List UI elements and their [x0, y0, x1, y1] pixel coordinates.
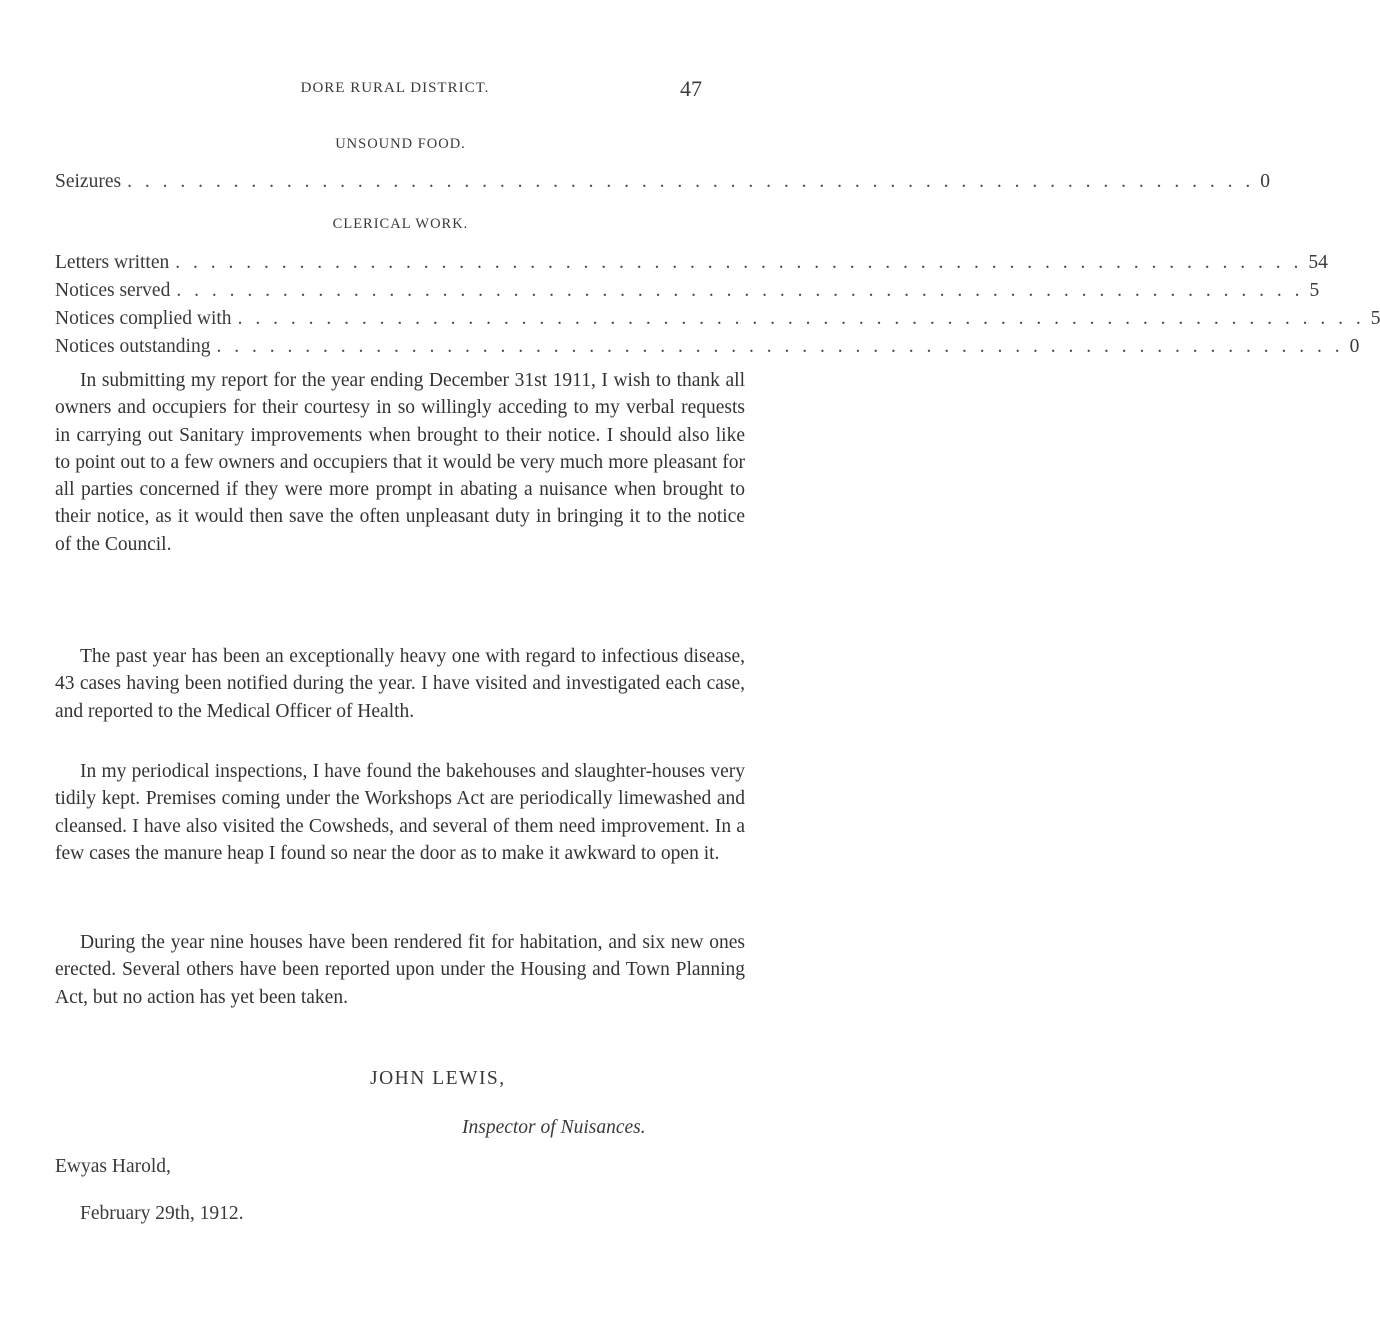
dot-leader: . . . . . . . . . . . . . . . . . . . . . . . . . . . . . . . . . . . . . . . . . . . . . . . . . . . . . . . . . . . . . . . .: [216, 336, 1344, 357]
stat-value: 54: [1308, 252, 1328, 273]
signature-date: February 29th, 1912.: [80, 1203, 244, 1224]
dot-leader: . . . . . . . . . . . . . . . . . . . . . . . . . . . . . . . . . . . . . . . . . . . . . . . . . . . . . . . . . . . . . . . .: [127, 171, 1255, 192]
stat-label: Seizures: [55, 171, 122, 192]
page-number: 47: [680, 76, 702, 101]
paragraph-report-thanks: In submitting my report for the year ending December 31st 1911, I wish to thank all owners and occupiers for their courtesy in so willingly acceding to my verbal requests in carrying out Sanitary improvements when brought to their notice. I should also like to point out to a few owners and occupiers that it would be very much more pleasant for all parties concerned if they were more prompt in abating a nuisance when brought to their notice, as it would then save the often unpleasant duty in bringing it to the notice of the Council.: [55, 370, 745, 555]
paragraph-inspections: In my periodical inspections, I have found the bakehouses and slaughter-houses very tidily kept. Premises coming under the Workshops Act are periodically limewashed and cleansed. I have also visited the Cowsheds, and several of them need improvement. In a few cases the manure heap I found so near the door as to make it awkward to open it.: [55, 761, 745, 864]
clerical-work-heading: CLERICAL WORK.: [332, 216, 469, 232]
paragraph-housing: During the year nine houses have been rendered fit for habitation, and six new ones erected. Several others have been reported upon under the Housing and Town Planning Act, but no action has yet been taken.: [55, 932, 745, 1008]
page-header: [0, 74, 801, 104]
paragraph-infectious-disease: The past year has been an exceptionally heavy one with regard to infectious disease, 43 cases having been notified during the year. I have visited and investigated each case, and reported to the Medical Officer of Health.: [55, 646, 745, 722]
signature-name: JOHN LEWIS,: [370, 1068, 506, 1089]
signature-title: Inspector of Nuisances.: [462, 1117, 646, 1138]
stat-row-notices-served: [55, 277, 1320, 305]
stat-row-notices-outstanding: [55, 333, 1360, 361]
stat-value: 0: [1349, 336, 1360, 357]
running-title: DORE RURAL DISTRICT.: [300, 80, 490, 96]
signature-place: Ewyas Harold,: [55, 1156, 171, 1177]
stat-value: 0: [1260, 171, 1270, 192]
stat-value: 5: [1309, 280, 1320, 301]
stat-label: Notices outstanding: [55, 336, 211, 357]
dot-leader: . . . . . . . . . . . . . . . . . . . . . . . . . . . . . . . . . . . . . . . . . . . . . . . . . . . . . . . . . . . . . . . .: [176, 280, 1304, 301]
stat-row-notices-complied: [55, 305, 1380, 333]
dot-leader: . . . . . . . . . . . . . . . . . . . . . . . . . . . . . . . . . . . . . . . . . . . . . . . . . . . . . . . . . . . . . . . .: [175, 252, 1303, 273]
stat-value: 5: [1370, 308, 1380, 329]
stat-label: Notices complied with: [55, 308, 232, 329]
stat-label: Letters written: [55, 252, 170, 273]
unsound-food-heading: UNSOUND FOOD.: [335, 136, 466, 152]
stat-label: Notices served: [55, 280, 171, 301]
dot-leader: . . . . . . . . . . . . . . . . . . . . . . . . . . . . . . . . . . . . . . . . . . . . . . . . . . . . . . . . . . . . . . . .: [237, 308, 1365, 329]
stat-row-seizures: [55, 168, 1270, 196]
stat-row-letters-written: [55, 249, 1328, 277]
